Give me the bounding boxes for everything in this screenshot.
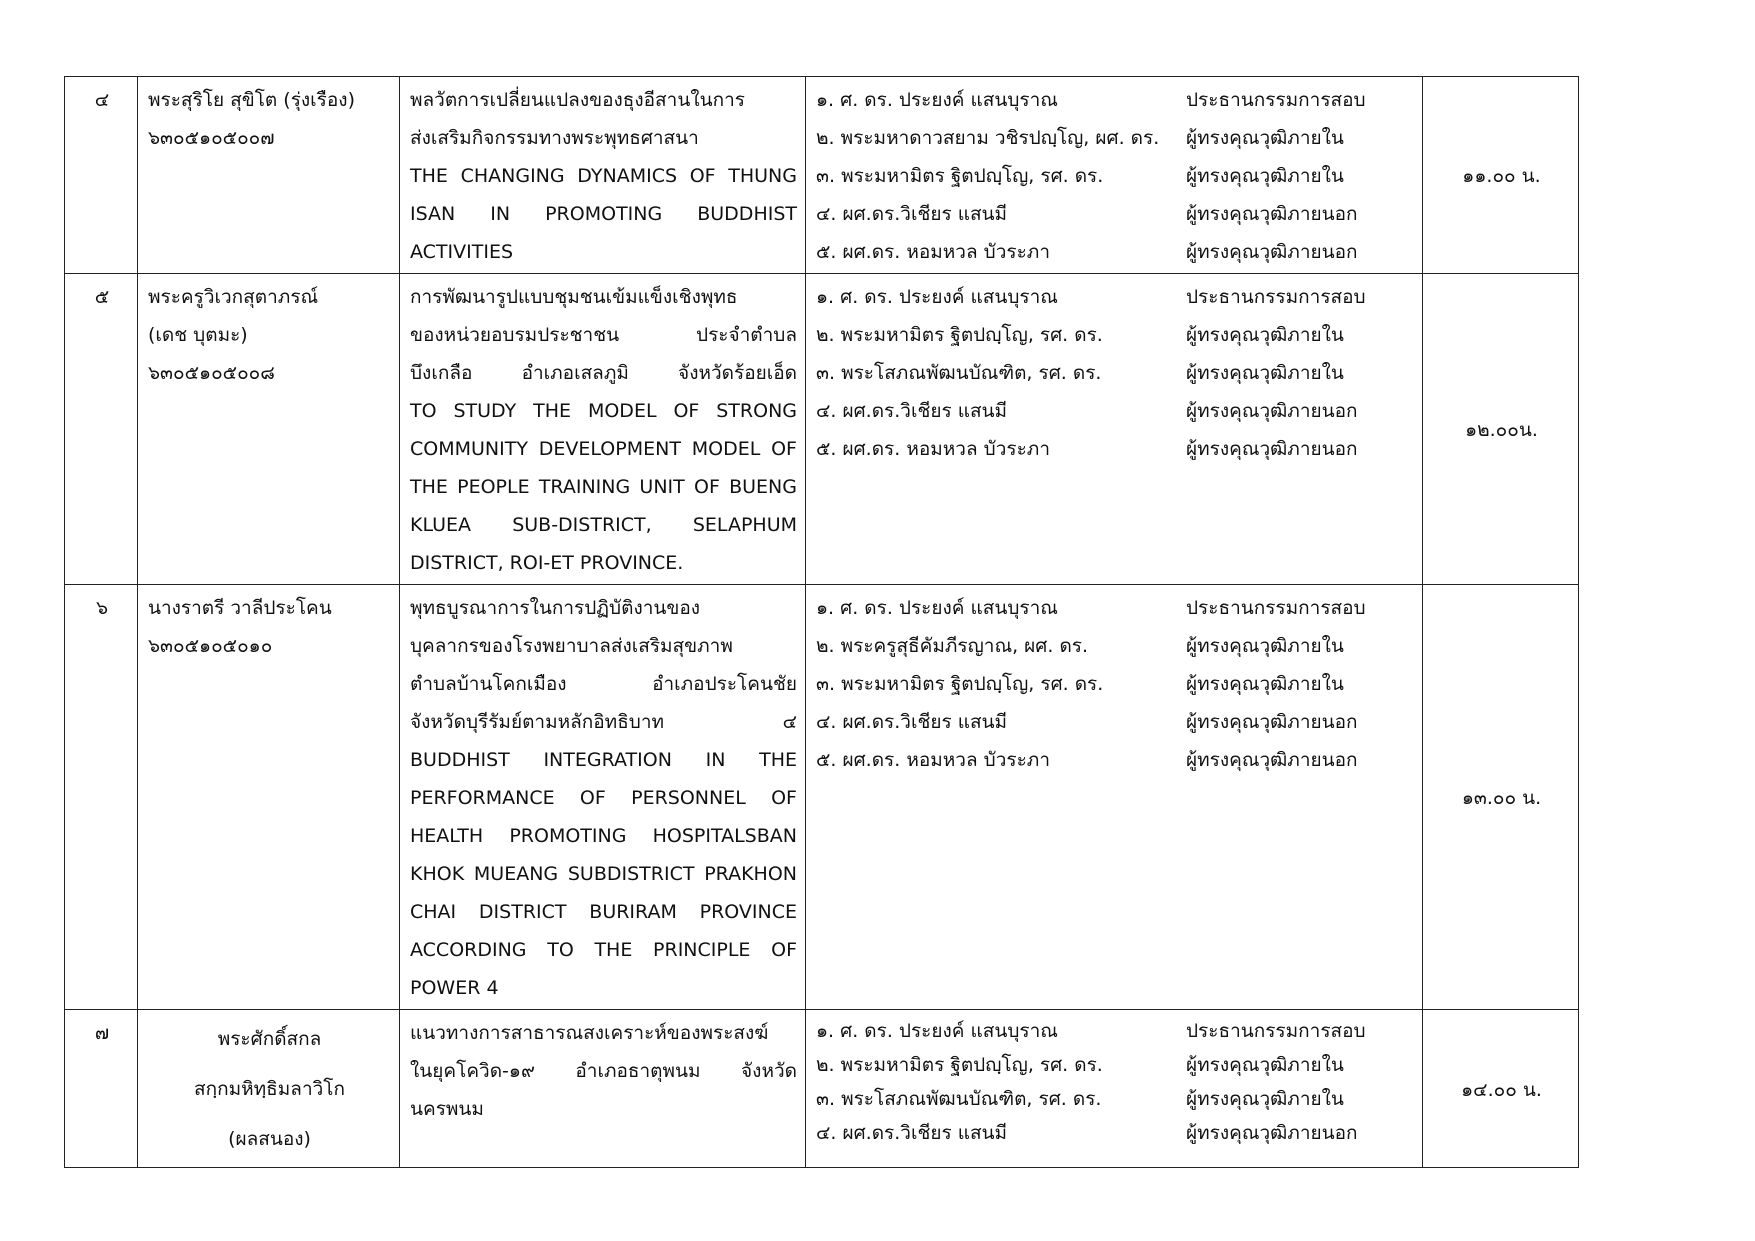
committee-member-role: ผู้ทรงคุณวุฒิภายนอก [1186, 749, 1358, 771]
thesis-title-line: COMMUNITY DEVELOPMENT MODEL OF [410, 438, 797, 460]
committee-member-row [816, 233, 1414, 271]
committee-member-row [816, 589, 1414, 627]
committee-member-row [816, 278, 1414, 316]
thesis-title-line: นครพนม [410, 1098, 484, 1120]
thesis-title-cell [400, 274, 806, 585]
row-number: ๖ [65, 585, 138, 1010]
committee-member-name: ๔. ผศ.ดร.วิเชียร แสนมี [816, 1122, 1008, 1144]
committee-member-name: ๓. พระมหามิตร ฐิตปญฺโญ, รศ. ดร. [816, 165, 1104, 187]
committee-member-row [816, 1014, 1414, 1048]
thesis-title-line: พลวัตการเปลี่ยนแปลงของธุงอีสานในการ [410, 89, 745, 111]
committee-member-role: ผู้ทรงคุณวุฒิภายนอก [1186, 711, 1358, 733]
thesis-title-line: ของหน่วยอบรมประชาชน ประจำตำบล [410, 324, 797, 346]
table-row [65, 274, 1579, 585]
student-name-line: (ผลสนอง) [228, 1128, 311, 1150]
committee-member-row [816, 392, 1414, 430]
committee-cell [806, 274, 1423, 585]
committee-member-role: ผู้ทรงคุณวุฒิภายใน [1186, 673, 1344, 695]
student-name-cell [138, 77, 400, 274]
thesis-title-line: ACCORDING TO THE PRINCIPLE OF [410, 939, 797, 961]
committee-member-name: ๒. พระครูสุธีคัมภีรญาณ, ผศ. ดร. [816, 635, 1089, 657]
thesis-title-line: THE CHANGING DYNAMICS OF THUNG [410, 165, 797, 187]
thesis-title-line: POWER 4 [410, 977, 499, 999]
committee-member-row [816, 157, 1414, 195]
committee-member-name: ๓. พระมหามิตร ฐิตปญฺโญ, รศ. ดร. [816, 673, 1104, 695]
committee-member-role: ผู้ทรงคุณวุฒิภายใน [1186, 1054, 1344, 1076]
committee-member-role: ประธานกรรมการสอบ [1186, 1020, 1366, 1042]
committee-member-role: ประธานกรรมการสอบ [1186, 89, 1366, 111]
student-name-line: พระสุริโย สุขิโต (รุ่งเรือง) [148, 89, 355, 111]
thesis-title-line: TO STUDY THE MODEL OF STRONG [410, 400, 797, 422]
committee-member-role: ผู้ทรงคุณวุฒิภายนอก [1186, 1122, 1358, 1144]
committee-member-name: ๒. พระมหามิตร ฐิตปญฺโญ, รศ. ดร. [816, 1054, 1103, 1076]
committee-member-name: ๒. พระมหามิตร ฐิตปญฺโญ, รศ. ดร. [816, 324, 1103, 346]
defense-schedule-table [64, 76, 1579, 1168]
committee-member-row [816, 627, 1414, 665]
student-id: ๖๓๐๕๑๐๕๐๐๗ [148, 127, 275, 149]
committee-member-name: ๕. ผศ.ดร. หอมหวล บัวระภา [816, 438, 1050, 460]
thesis-title-line: ACTIVITIES [410, 241, 514, 263]
committee-member-name: ๕. ผศ.ดร. หอมหวล บัวระภา [816, 241, 1050, 263]
thesis-title-line: ส่งเสริมกิจกรรมทางพระพุทธศาสนา [410, 127, 699, 149]
committee-member-row [816, 119, 1414, 157]
thesis-title-line: การพัฒนารูปแบบชุมชนเข้มแข็งเชิงพุทธ [410, 286, 738, 308]
committee-member-name: ๓. พระโสภณพัฒนบัณฑิต, รศ. ดร. [816, 362, 1102, 384]
table-body [65, 77, 1579, 1168]
student-name-line: (เดช บุตมะ) [148, 324, 248, 346]
thesis-title-line: จังหวัดบุรีรัมย์ตามหลักอิทธิบาท ๔ [410, 711, 797, 733]
committee-member-row [816, 430, 1414, 468]
committee-cell [806, 1010, 1423, 1168]
thesis-title-cell [400, 77, 806, 274]
committee-member-row [816, 703, 1414, 741]
thesis-title-line: ตำบลบ้านโคกเมือง อำเภอประโคนชัย [410, 673, 797, 695]
thesis-title-line: บุคลากรของโรงพยาบาลส่งเสริมสุขภาพ [410, 635, 733, 657]
thesis-title-line: BUDDHIST INTEGRATION IN THE [410, 749, 797, 771]
committee-cell [806, 77, 1423, 274]
exam-time: ๑๒.๐๐น. [1423, 274, 1579, 585]
thesis-title-cell [400, 1010, 806, 1168]
committee-member-name: ๑. ศ. ดร. ประยงค์ แสนบุราณ [816, 597, 1058, 619]
row-number: ๗ [65, 1010, 138, 1168]
committee-member-name: ๕. ผศ.ดร. หอมหวล บัวระภา [816, 749, 1050, 771]
thesis-title-line: ISAN IN PROMOTING BUDDHIST [410, 203, 797, 225]
committee-member-name: ๑. ศ. ดร. ประยงค์ แสนบุราณ [816, 286, 1058, 308]
thesis-title-line: แนวทางการสาธารณสงเคราะห์ของพระสงฆ์ [410, 1022, 769, 1044]
committee-member-name: ๑. ศ. ดร. ประยงค์ แสนบุราณ [816, 1020, 1058, 1042]
exam-time: ๑๓.๐๐ น. [1423, 585, 1579, 1010]
committee-member-name: ๔. ผศ.ดร.วิเชียร แสนมี [816, 711, 1008, 733]
table-row [65, 1010, 1579, 1168]
committee-member-name: ๑. ศ. ดร. ประยงค์ แสนบุราณ [816, 89, 1058, 111]
student-name-line: สกฺกมหิทฺธิมลาวิโก [194, 1078, 345, 1100]
committee-member-row [816, 665, 1414, 703]
committee-member-row [816, 1116, 1414, 1150]
thesis-title-line: DISTRICT, ROI-ET PROVINCE. [410, 552, 684, 574]
thesis-title-line: PERFORMANCE OF PERSONNEL OF [410, 787, 797, 809]
table-row [65, 77, 1579, 274]
thesis-title-line: KLUEA SUB-DISTRICT, SELAPHUM [410, 514, 797, 536]
committee-member-row [816, 354, 1414, 392]
committee-member-name: ๔. ผศ.ดร.วิเชียร แสนมี [816, 400, 1008, 422]
committee-member-name: ๔. ผศ.ดร.วิเชียร แสนมี [816, 203, 1008, 225]
committee-cell [806, 585, 1423, 1010]
committee-member-role: ผู้ทรงคุณวุฒิภายใน [1186, 635, 1344, 657]
committee-member-role: ผู้ทรงคุณวุฒิภายใน [1186, 362, 1344, 384]
thesis-title-line: CHAI DISTRICT BURIRAM PROVINCE [410, 901, 797, 923]
committee-member-name: ๓. พระโสภณพัฒนบัณฑิต, รศ. ดร. [816, 1088, 1102, 1110]
committee-member-row [816, 316, 1414, 354]
thesis-title-line: พุทธบูรณาการในการปฏิบัติงานของ [410, 597, 701, 619]
row-number: ๕ [65, 274, 138, 585]
committee-member-role: ผู้ทรงคุณวุฒิภายใน [1186, 127, 1344, 149]
thesis-title-line: KHOK MUEANG SUBDISTRICT PRAKHON [410, 863, 797, 885]
committee-member-row [816, 81, 1414, 119]
student-id: ๖๓๐๕๑๐๕๐๑๐ [148, 635, 273, 657]
exam-time: ๑๔.๐๐ น. [1423, 1010, 1579, 1168]
student-name-cell [138, 585, 400, 1010]
committee-member-row [816, 741, 1414, 779]
committee-member-role: ผู้ทรงคุณวุฒิภายนอก [1186, 203, 1358, 225]
thesis-title-line: HEALTH PROMOTING HOSPITALSBAN [410, 825, 797, 847]
committee-member-name: ๒. พระมหาดาวสยาม วชิรปญฺโญ, ผศ. ดร. [816, 127, 1160, 149]
student-name-line: พระศักดิ์สกล [217, 1028, 322, 1050]
committee-member-role: ประธานกรรมการสอบ [1186, 286, 1366, 308]
student-name-line: พระครูวิเวกสุตาภรณ์ [148, 286, 319, 308]
student-id: ๖๓๐๕๑๐๕๐๐๘ [148, 362, 275, 384]
committee-member-role: ประธานกรรมการสอบ [1186, 597, 1366, 619]
committee-member-role: ผู้ทรงคุณวุฒิภายนอก [1186, 438, 1358, 460]
thesis-title-line: บึงเกลือ อำเภอเสลภูมิ จังหวัดร้อยเอ็ด [410, 362, 797, 384]
committee-member-row [816, 1082, 1414, 1116]
committee-member-role: ผู้ทรงคุณวุฒิภายใน [1186, 1088, 1344, 1110]
row-number: ๔ [65, 77, 138, 274]
student-name-line: นางราตรี วาลีประโคน [148, 597, 332, 619]
table-row [65, 585, 1579, 1010]
committee-member-role: ผู้ทรงคุณวุฒิภายนอก [1186, 241, 1358, 263]
committee-member-row [816, 1048, 1414, 1082]
committee-member-row [816, 195, 1414, 233]
committee-member-role: ผู้ทรงคุณวุฒิภายใน [1186, 324, 1344, 346]
thesis-title-line: THE PEOPLE TRAINING UNIT OF BUENG [410, 476, 797, 498]
committee-member-role: ผู้ทรงคุณวุฒิภายนอก [1186, 400, 1358, 422]
thesis-title-cell [400, 585, 806, 1010]
student-name-cell [138, 1010, 400, 1168]
thesis-title-line: ในยุคโควิด-๑๙ อำเภอธาตุพนม จังหวัด [410, 1060, 797, 1082]
student-name-cell [138, 274, 400, 585]
exam-time: ๑๑.๐๐ น. [1423, 77, 1579, 274]
committee-member-role: ผู้ทรงคุณวุฒิภายใน [1186, 165, 1344, 187]
